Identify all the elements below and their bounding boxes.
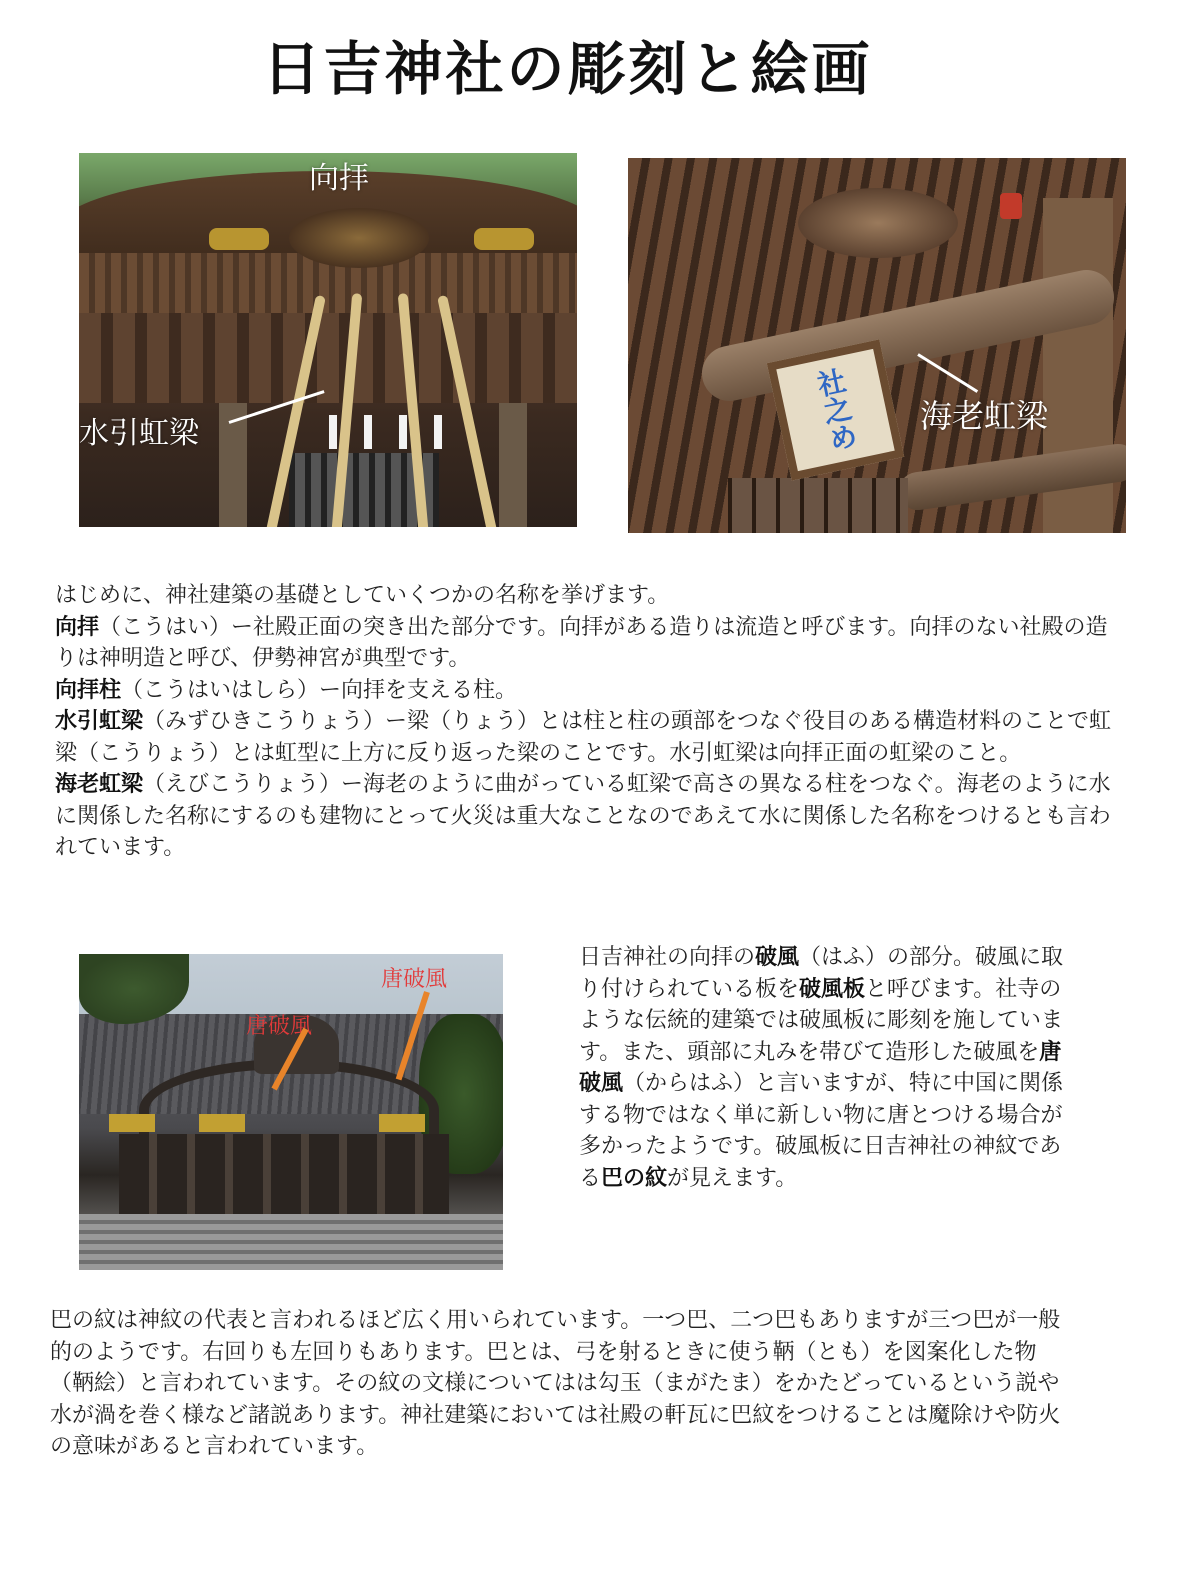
text-run: （はふ）の部分。破風に取り付けられている板を <box>579 945 1064 1002</box>
shide-paper <box>434 415 442 449</box>
kohai-bashira-description: （こうはいはしら）ー向拝を支える柱。 <box>121 677 518 703</box>
text-run: 日吉神社の向拝の <box>579 945 756 970</box>
lower-roof <box>79 1214 503 1270</box>
shide-paper <box>329 415 337 449</box>
tomoe-paragraph: 巴の紋は神紋の代表と言われるほど広く用いられています。一つ巴、二つ巴もありますが三つ巴が一般的のようです。右回りも左回りもあります。巴とは、弓を射るときに使う鞆（とも）を図案化した物（鞆絵）と言われています。その紋の文様についてはは勾玉（まがたま）をかたどっているという説や水が渦を巻く様など諸説あります。神社建築においては社殿の軒瓦に巴紋をつけることは魔除けや防火の意味があると言われています。 <box>50 1308 1061 1459</box>
text-run: （からはふ）と言いますが、特に中国に関係する物ではなく単に新しい物に唐とつける場合が多かったようです。破風板に日吉神社の神紋である <box>579 1071 1064 1191</box>
carved-beam <box>79 313 577 403</box>
ebi-koryo-photo <box>628 158 1126 533</box>
term-tomoe: 巴の紋 <box>601 1165 668 1191</box>
intro-line: はじめに、神社建築の基礎としていくつかの名称を挙げます。 <box>55 583 670 608</box>
plaque-text: 社之め <box>811 365 861 455</box>
term-mizuhiki-koryo: 水引虹梁 <box>55 709 144 734</box>
shide-paper <box>364 415 372 449</box>
page-title: 日吉神社の彫刻と絵画 <box>262 35 873 103</box>
gold-ornament <box>379 1114 425 1132</box>
gold-ornament <box>209 228 269 250</box>
pointer-line <box>917 353 978 393</box>
shrine-front-photo <box>79 153 577 527</box>
roof-carving <box>289 208 429 268</box>
label-karahafu: 唐破風 <box>381 967 448 992</box>
text-run: と呼びます。社寺のような伝統的建築では破風板に彫刻を施しています。また、頭部に丸みを帯びて造形した破風を <box>579 976 1064 1065</box>
kohai-description: （こうはい）ー社殿正面の突き出た部分です。向拝がある造りは流造と呼びます。向拝のない社殿の造りは神明造と呼び、伊勢神宮が典型です。 <box>55 614 1108 671</box>
pillar <box>499 403 527 527</box>
carved-bracket <box>798 188 958 258</box>
hafu-paragraph <box>579 942 1069 1194</box>
shide-paper <box>399 415 407 449</box>
term-kohai-bashira: 向拝柱 <box>55 677 122 703</box>
term-ebi-koryo: 海老虹梁 <box>55 772 144 797</box>
intro-text <box>55 580 1115 864</box>
gable-interior <box>119 1134 449 1214</box>
term-kara-hafu: 唐破風 <box>579 1039 1062 1096</box>
label-karahafu: 唐破風 <box>246 1014 313 1039</box>
lattice-window <box>728 478 908 533</box>
gold-ornament <box>199 1114 245 1132</box>
ebi-description: （えびこうりょう）ー海老のように曲がっている虹梁で高さの異なる柱をつなぐ。海老のように水に関係した名称にするのも建物にとって火災は重大なことなのであえて水に関係した名称をつけるとも言われています。 <box>55 772 1111 860</box>
shrine-plaque <box>767 339 904 480</box>
text-run: が見えます。 <box>667 1165 798 1191</box>
mizuhiki-description: （みずひきこうりょう）ー梁（りょう）とは柱と柱の頭部をつなぐ役目のある構造材料のことで虹梁（こうりょう）とは虹型に上方に反り返った梁のことです。水引虹梁は向拝正面の虹梁のこと。 <box>55 709 1112 766</box>
gold-ornament <box>474 228 534 250</box>
term-hafu: 破風 <box>755 945 800 970</box>
term-hafu-ita: 破風板 <box>799 976 866 1002</box>
red-ornament <box>1000 193 1022 219</box>
term-kohai: 向拝 <box>55 614 100 640</box>
kara-hafu-photo <box>79 954 503 1270</box>
label-mizuhiki-koryo: 水引虹梁 <box>79 416 199 451</box>
label-kohai: 向拝 <box>309 161 369 196</box>
label-ebi-koryo: 海老虹梁 <box>920 397 1049 435</box>
gold-ornament <box>109 1114 155 1132</box>
